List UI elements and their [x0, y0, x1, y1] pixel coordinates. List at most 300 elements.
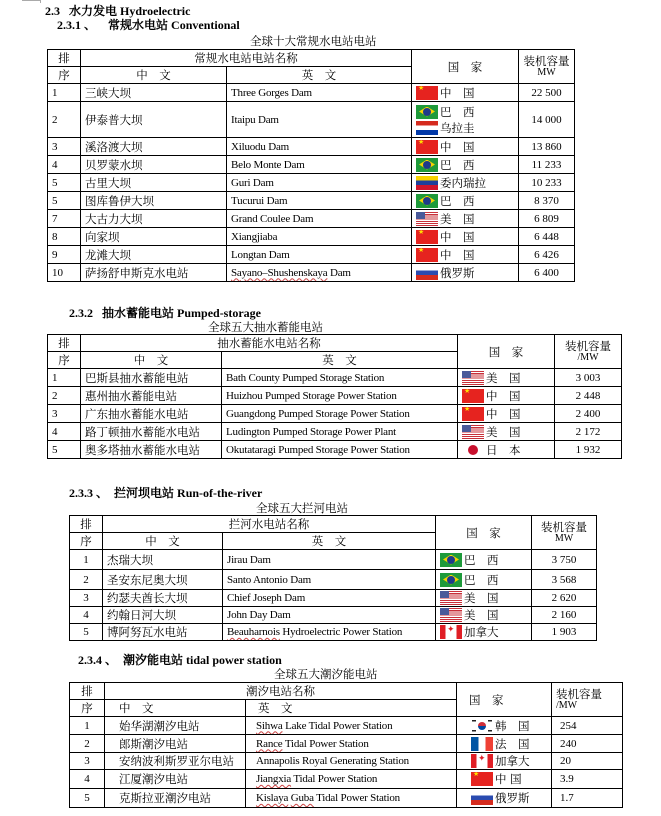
country-name: 俄罗斯 [440, 265, 475, 280]
station-name-cn: 惠州抽水蓄能电站 [81, 387, 222, 405]
country-cell [412, 138, 519, 156]
station-name-en-text: Jiangxia Tidal Power Station [256, 773, 378, 785]
en-name-header: 英 文 [223, 533, 436, 550]
table-row [48, 264, 575, 282]
station-name-cn: 安纳波利斯罗亚尔电站 [105, 753, 246, 770]
table-row [48, 405, 622, 423]
country-header: 国 家 [457, 683, 552, 717]
country-name: 巴 西 [440, 157, 475, 172]
capacity-cell: 2 448 [555, 387, 622, 405]
capacity-cell: 2 400 [555, 405, 622, 423]
rank-cell: 3 [48, 138, 81, 156]
ru-flag-icon [416, 266, 438, 280]
cn-name-header: 中 文 [105, 700, 246, 717]
pumped-storage-table [47, 334, 622, 459]
table-row [48, 156, 575, 174]
table-row [48, 246, 575, 264]
station-name-en-text: Guri Dam [231, 176, 274, 189]
capacity-cell: 20 [552, 753, 623, 770]
country-cell [412, 84, 519, 102]
country-cell [457, 735, 552, 753]
station-name-en [227, 264, 412, 282]
station-name-en-text: Itaipu Dam [231, 113, 279, 126]
station-name-cn: 巴斯县抽水蓄能电站 [81, 369, 222, 387]
cn-name-header: 中 文 [103, 533, 223, 550]
subsection-number: 2.3.1 、 [57, 18, 97, 32]
station-name-en-text: Sayano–Shushenskaya Dam [231, 266, 351, 279]
table-row [70, 624, 597, 641]
br-flag-icon [440, 573, 462, 587]
country-name: 美 国 [440, 211, 475, 226]
name-group-header: 常规水电站电站名称 [81, 50, 412, 67]
country-entry [440, 607, 527, 623]
country-name: 中 国 [495, 772, 522, 786]
station-name-en-text: Bath County Pumped Storage Station [226, 371, 385, 384]
station-name-en [222, 405, 458, 423]
cn-name-header: 中 文 [81, 67, 227, 84]
station-name-en [223, 570, 436, 590]
table-row [70, 735, 623, 753]
rank-cell: 5 [48, 174, 81, 192]
rank-cell: 5 [48, 441, 81, 459]
subsection-title-en: Pumped-storage [177, 306, 262, 320]
rank-cell: 2 [48, 387, 81, 405]
subsection-heading [57, 16, 240, 33]
country-entry [462, 406, 550, 422]
country-cell [458, 441, 555, 459]
capacity-cell: 6 448 [519, 228, 575, 246]
rank-cell: 2 [48, 102, 81, 138]
capacity-cell: 3 568 [532, 570, 597, 590]
run-of-river-table [69, 515, 597, 641]
rank-cell: 4 [70, 607, 103, 624]
section-number: 2.3 [45, 4, 60, 18]
country-cell [412, 264, 519, 282]
cn-name-header: 中 文 [81, 352, 222, 369]
station-name-en [227, 246, 412, 264]
fr-flag-icon [471, 737, 493, 751]
cn-flag-icon [471, 772, 493, 786]
country-cell [457, 789, 552, 808]
country-entry [471, 790, 547, 806]
ca-flag-icon [471, 754, 493, 768]
station-name-cn: 郎斯潮汐电站 [105, 735, 246, 753]
table-caption: 全球五大潮汐能电站 [274, 667, 378, 681]
name-group-header: 拦河水电站名称 [103, 516, 436, 533]
country-name: 俄罗斯 [495, 791, 530, 805]
country-name: 中 国 [440, 247, 475, 262]
station-name-cn: 图库鲁伊大坝 [81, 192, 227, 210]
country-entry [416, 229, 514, 245]
table-row [70, 789, 623, 808]
station-name-cn: 约瑟夫酋长大坝 [103, 590, 223, 607]
rank-cell: 2 [70, 570, 103, 590]
country-name: 美 国 [464, 591, 499, 605]
rank-cell: 1 [48, 369, 81, 387]
capacity-unit: /MW [577, 351, 599, 363]
subsection-number: 2.3.4 、 [78, 653, 118, 667]
rank-cell: 8 [48, 228, 81, 246]
page-corner-mark [22, 0, 40, 1]
country-name: 乌拉圭 [440, 120, 475, 135]
country-name: 加拿大 [464, 625, 499, 639]
rank-cell: 9 [48, 246, 81, 264]
station-name-cn: 广东抽水蓄能水电站 [81, 405, 222, 423]
station-name-cn: 圣安东尼奥大坝 [103, 570, 223, 590]
subsection-heading [69, 484, 262, 501]
station-name-en [227, 138, 412, 156]
cn-flag-icon [462, 389, 484, 403]
rank-header-2: 序 [48, 352, 81, 369]
station-name-en [246, 735, 457, 753]
station-name-en [223, 590, 436, 607]
country-cell [458, 369, 555, 387]
rank-cell: 4 [48, 156, 81, 174]
subsection-title-cn: 抽水蓄能电站 [102, 306, 175, 320]
section-title-en: Hydroelectric [120, 4, 191, 18]
table-row [48, 423, 622, 441]
country-entry [416, 85, 514, 101]
us-flag-icon [462, 371, 484, 385]
ve-flag-icon [416, 176, 438, 190]
country-entry [471, 753, 547, 769]
capacity-cell: 10 233 [519, 174, 575, 192]
station-name-cn: 伊泰普大坝 [81, 102, 227, 138]
capacity-cell: 6 809 [519, 210, 575, 228]
country-name: 巴 西 [464, 572, 499, 587]
station-name-en-text: Okutataragi Pumped Storage Power Station [226, 443, 410, 456]
country-cell [436, 590, 532, 607]
table-row [48, 138, 575, 156]
station-name-en [223, 607, 436, 624]
station-name-cn: 古里大坝 [81, 174, 227, 192]
cn-flag-icon [462, 407, 484, 421]
table-row [70, 607, 597, 624]
country-cell [458, 405, 555, 423]
capacity-cell: 2 160 [532, 607, 597, 624]
country-entry [462, 370, 550, 386]
station-name-en [223, 624, 436, 641]
station-name-en [222, 423, 458, 441]
country-name: 中 国 [486, 388, 521, 403]
country-cell [436, 624, 532, 641]
rank-cell: 4 [70, 770, 105, 789]
station-name-cn: 江厦潮汐电站 [105, 770, 246, 789]
br-flag-icon [416, 194, 438, 208]
country-name: 中 国 [440, 139, 475, 154]
rank-cell: 7 [48, 210, 81, 228]
br-flag-icon [416, 105, 438, 119]
rank-cell: 1 [70, 550, 103, 570]
station-name-en [227, 102, 412, 138]
station-name-en [227, 84, 412, 102]
cn-flag-icon [416, 140, 438, 154]
en-name-header: 英 文 [246, 700, 457, 717]
capacity-label: 装机容量 [541, 519, 587, 534]
table-row [70, 770, 623, 789]
country-name: 委内瑞拉 [440, 175, 486, 190]
country-entry [416, 265, 514, 281]
rank-header: 排 [70, 683, 105, 700]
table-row [48, 174, 575, 192]
capacity-cell: 1.7 [552, 789, 623, 808]
station-name-en [246, 789, 457, 808]
capacity-header [519, 50, 575, 84]
capacity-cell: 3 750 [532, 550, 597, 570]
rank-header: 排 [48, 335, 81, 352]
station-name-cn: 克斯拉亚潮汐电站 [105, 789, 246, 808]
subsection-title-cn: 常规水电站 [108, 18, 169, 32]
country-entry [440, 572, 527, 588]
capacity-cell: 3.9 [552, 770, 623, 789]
rank-cell: 10 [48, 264, 81, 282]
table-row [48, 441, 622, 459]
station-name-cn: 萨扬舒申斯克水电站 [81, 264, 227, 282]
country-cell [458, 387, 555, 405]
capacity-label: 装机容量 [565, 338, 611, 353]
subsection-title-en: Conventional [171, 18, 240, 32]
capacity-label: 装机容量 [523, 53, 570, 68]
country-entry [416, 139, 514, 155]
table-row [70, 590, 597, 607]
capacity-cell: 22 500 [519, 84, 575, 102]
rank-cell: 5 [48, 192, 81, 210]
capacity-cell: 6 400 [519, 264, 575, 282]
country-name: 法 国 [495, 736, 530, 751]
rank-cell: 4 [48, 423, 81, 441]
station-name-en-text: John Day Dam [227, 609, 291, 621]
country-name: 美 国 [464, 608, 499, 622]
country-cell [412, 102, 519, 138]
ca-flag-icon [440, 625, 462, 639]
country-cell [457, 717, 552, 735]
subsection-number: 2.3.3 、 [69, 486, 109, 500]
station-name-en-text: Santo Antonio Dam [227, 573, 311, 586]
us-flag-icon [440, 608, 462, 622]
cn-flag-icon [416, 86, 438, 100]
station-name-cn: 路丁顿抽水蓄能水电站 [81, 423, 222, 441]
country-entry [471, 736, 547, 752]
station-name-en [227, 210, 412, 228]
subsection-title-cn: 拦河坝电站 [114, 486, 175, 500]
country-entry [416, 193, 514, 209]
page-corner-mark [40, 0, 41, 3]
br-flag-icon [440, 553, 462, 567]
capacity-cell: 14 000 [519, 102, 575, 138]
name-group-header: 抽水蓄能水电站名称 [81, 335, 458, 352]
rank-header: 排 [70, 516, 103, 533]
country-name: 巴 西 [440, 104, 475, 119]
station-name-en [223, 550, 436, 570]
country-entry [416, 211, 514, 227]
capacity-cell: 3 003 [555, 369, 622, 387]
table-row [48, 228, 575, 246]
table-row [48, 192, 575, 210]
station-name-en [246, 717, 457, 735]
country-cell [412, 156, 519, 174]
subsection-heading [78, 651, 282, 668]
capacity-unit: /MW [556, 699, 578, 711]
country-name: 加拿大 [495, 754, 530, 768]
table-caption: 全球五大抽水蓄能电站 [208, 320, 323, 334]
station-name-en [246, 770, 457, 789]
capacity-unit: MW [554, 532, 574, 544]
rank-header: 排 [48, 50, 81, 67]
rank-header-2: 序 [70, 700, 105, 717]
capacity-header [555, 335, 622, 369]
table-row [70, 753, 623, 770]
section-title-cn: 水力发电 [69, 4, 118, 18]
country-cell [412, 228, 519, 246]
rank-cell: 5 [70, 789, 105, 808]
subsection-title-en: Run-of-the-river [177, 486, 263, 500]
name-group-header: 潮汐电站名称 [105, 683, 457, 700]
country-cell [436, 607, 532, 624]
tidal-power-table [69, 682, 623, 808]
rank-cell: 1 [48, 84, 81, 102]
country-entry [462, 424, 550, 440]
country-name: 韩 国 [495, 718, 530, 733]
country-entry [440, 552, 527, 568]
capacity-cell: 240 [552, 735, 623, 753]
cn-flag-icon [416, 230, 438, 244]
rank-header-2: 序 [48, 67, 81, 84]
ru-flag-icon [471, 791, 493, 805]
country-header: 国 家 [436, 516, 532, 550]
rank-cell: 1 [70, 717, 105, 735]
country-entry [471, 718, 547, 734]
capacity-cell: 254 [552, 717, 623, 735]
country-entry [440, 590, 527, 606]
conventional-hydro-table [47, 49, 575, 282]
station-name-en [222, 369, 458, 387]
capacity-cell: 6 426 [519, 246, 575, 264]
table-row [70, 570, 597, 590]
capacity-header [552, 683, 623, 717]
station-name-cn: 约翰日河大坝 [103, 607, 223, 624]
country-name: 巴 西 [440, 193, 475, 208]
station-name-cn: 贝罗蒙水坝 [81, 156, 227, 174]
rank-cell: 3 [70, 753, 105, 770]
country-entry [462, 388, 550, 404]
station-name-en-text: Kislaya Guba Tidal Power Station [256, 792, 400, 804]
table-row [48, 84, 575, 102]
subsection-title-cn: 潮汐能电站 [123, 653, 184, 667]
subsection-number: 2.3.2 [69, 306, 93, 320]
table-caption: 全球十大常规水电站电站 [250, 34, 377, 48]
station-name-en-text: Xiluodu Dam [231, 140, 289, 153]
country-cell [412, 192, 519, 210]
cn-flag-icon [416, 248, 438, 262]
country-entry [471, 771, 547, 787]
rank-cell: 2 [70, 735, 105, 753]
us-flag-icon [416, 212, 438, 226]
station-name-en-text: Grand Coulee Dam [231, 212, 314, 225]
table-row [48, 369, 622, 387]
country-name: 美 国 [486, 370, 521, 385]
country-header: 国 家 [458, 335, 555, 369]
rank-cell: 3 [48, 405, 81, 423]
station-name-en [227, 228, 412, 246]
capacity-cell: 2 172 [555, 423, 622, 441]
country-name: 中 国 [440, 229, 475, 244]
capacity-cell: 1 932 [555, 441, 622, 459]
jp-flag-icon [462, 443, 484, 457]
station-name-cn: 奥多塔抽水蓄能水电站 [81, 441, 222, 459]
station-name-cn: 三峡大坝 [81, 84, 227, 102]
station-name-en-text: Longtan Dam [231, 248, 290, 261]
en-name-header: 英 文 [222, 352, 458, 369]
country-entry [462, 442, 550, 458]
rank-cell: 3 [70, 590, 103, 607]
country-entry [416, 104, 514, 120]
station-name-cn: 博阿努瓦水电站 [103, 624, 223, 641]
br-flag-icon [416, 158, 438, 172]
capacity-label: 装机容量 [556, 686, 602, 701]
station-name-en-text: Belo Monte Dam [231, 158, 305, 171]
capacity-cell: 2 620 [532, 590, 597, 607]
station-name-en [227, 174, 412, 192]
station-name-en-text: Annapolis Royal Generating Station [256, 755, 409, 767]
station-name-cn: 始华湖潮汐电站 [105, 717, 246, 735]
station-name-cn: 龙滩大坝 [81, 246, 227, 264]
station-name-cn: 大古力大坝 [81, 210, 227, 228]
station-name-cn: 溪洛渡大坝 [81, 138, 227, 156]
station-name-en [222, 441, 458, 459]
country-cell [436, 550, 532, 570]
station-name-cn: 向家坝 [81, 228, 227, 246]
rank-header-2: 序 [70, 533, 103, 550]
station-name-en-text: Tucurui Dam [231, 194, 288, 207]
table-row [70, 717, 623, 735]
country-name: 日 本 [486, 442, 521, 457]
country-cell [457, 770, 552, 789]
us-flag-icon [462, 425, 484, 439]
country-cell [458, 423, 555, 441]
station-name-en-text: Chief Joseph Dam [227, 592, 306, 604]
country-name: 中 国 [486, 406, 521, 421]
station-name-en-text: Huizhou Pumped Storage Power Station [226, 389, 397, 402]
py-flag-icon [416, 121, 438, 135]
capacity-cell: 13 860 [519, 138, 575, 156]
station-name-en-text: Three Gorges Dam [231, 86, 312, 99]
station-name-en-text: Guangdong Pumped Storage Power Station [226, 407, 410, 420]
country-cell [436, 570, 532, 590]
country-entry [416, 157, 514, 173]
capacity-cell: 8 370 [519, 192, 575, 210]
station-name-en-text: Beauharnois Hydroelectric Power Station [227, 626, 403, 638]
capacity-cell: 11 233 [519, 156, 575, 174]
country-name: 巴 西 [464, 552, 499, 567]
kr-flag-icon [471, 719, 493, 733]
table-row [48, 387, 622, 405]
table-row [48, 210, 575, 228]
rank-cell: 5 [70, 624, 103, 641]
us-flag-icon [440, 591, 462, 605]
country-cell [412, 210, 519, 228]
capacity-cell: 1 903 [532, 624, 597, 641]
table-row [48, 102, 575, 138]
subsection-title-en: tidal power station [186, 653, 282, 667]
country-cell [412, 246, 519, 264]
station-name-en-text: Rance Tidal Power Station [256, 737, 369, 750]
country-header: 国 家 [412, 50, 519, 84]
station-name-cn: 杰瑞大坝 [103, 550, 223, 570]
station-name-en [246, 753, 457, 770]
station-name-en [227, 192, 412, 210]
station-name-en [222, 387, 458, 405]
table-caption: 全球五大拦河电站 [256, 501, 348, 515]
